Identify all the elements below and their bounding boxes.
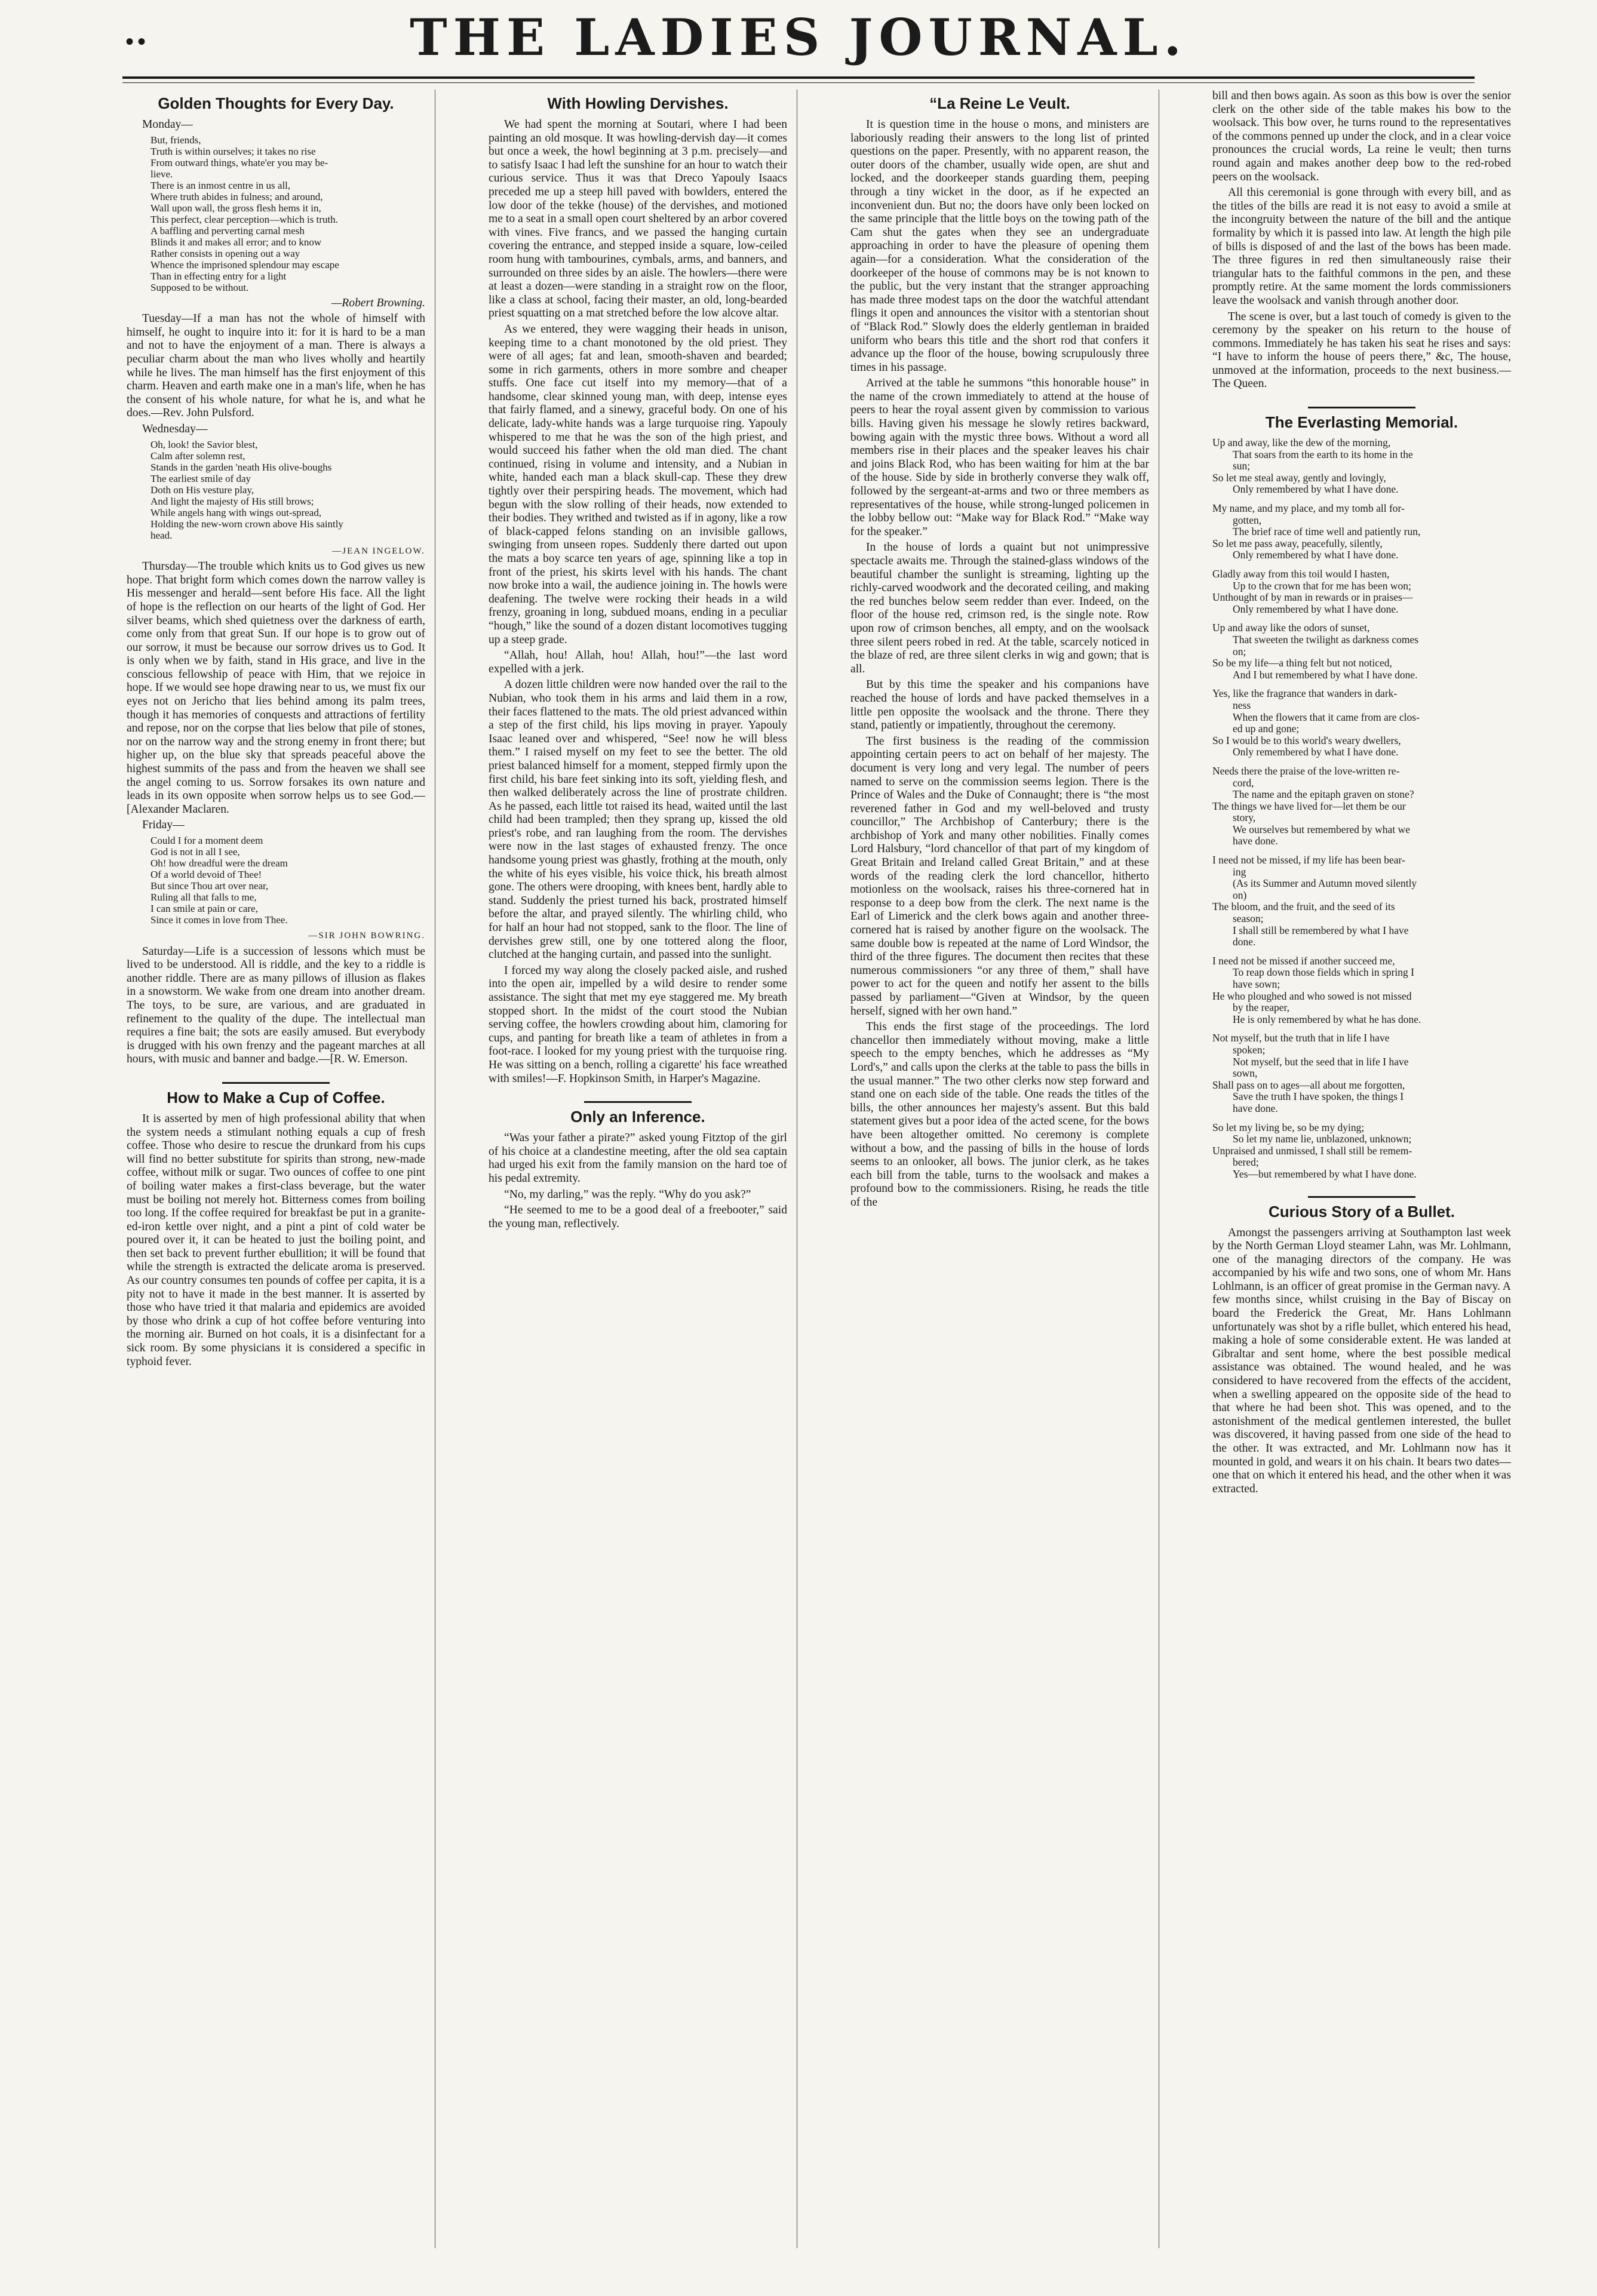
verse-line: Truth is within ourselves; it takes no rise <box>151 145 316 157</box>
verse-line: Wall upon wall, the gross flesh hems it in, <box>151 202 321 214</box>
verse-line: Of a world devoid of Thee! <box>151 869 262 880</box>
poem-stanza <box>1212 766 1511 847</box>
attribution-ingelow: —JEAN INGELOW. <box>332 546 425 556</box>
poem-line: The things we have lived for—let them be our <box>1212 800 1406 812</box>
verse-line: God is not in all I see, <box>151 846 240 857</box>
poem-line: (As its Summer and Autumn moved silently <box>1233 877 1417 890</box>
poem-line: So let me pass away, peacefully, silently, <box>1212 537 1383 549</box>
poem-line: We ourselves but remembered by what we <box>1233 823 1410 835</box>
verse-line: Doth on His vesture play, <box>151 484 254 496</box>
verse-line: lieve. <box>151 168 173 180</box>
verse-line: Calm after solemn rest, <box>151 450 245 462</box>
poem-line: He is only remembered by what he has done. <box>1233 1013 1421 1025</box>
paragraph: Arrived at the table he summons “this honorable house” in the name of the crown immediately to attend at the house of peers to hear the royal assent given by commission to various bills. Having given his message he slowly retires backward, bowing again with the mystic three bows. Without a word all members rise in their places and the speaker leaves his chair and joins Black Rod, who has been waiting for him at the bar of the house. Side by side in brotherly converse they walk off, followed by the sergeant-at-arms and two or three members as representatives of the house, while strong-lunged policemen in the lobby bellow out: “Make way for Black Rod.” “Make way for the speaker.” <box>850 377 1149 538</box>
poem-line: ed up and gone; <box>1233 723 1300 735</box>
verse-line: While angels hang with wings out-spread, <box>151 506 322 518</box>
column-1 <box>127 90 425 2296</box>
verse-line: From outward things, whate'er you may be- <box>151 156 328 168</box>
poem-stanza <box>1212 688 1511 758</box>
poem-memorial <box>1212 437 1511 1180</box>
poem-line: Unthought of by man in rewards or in praises— <box>1212 591 1413 604</box>
verse-line: This perfect, clear perception—which is truth. <box>151 213 338 225</box>
poem-line: Yes, like the fragrance that wanders in dark- <box>1212 687 1398 700</box>
verse-monday <box>151 134 425 293</box>
paragraph: It is question time in the house o mons, and ministers are laboriously reading their answers to the long list of printed questions on the paper. Presently, with no apparent reason, the outer doors of the chamber, usually wide open, are shut and locked, and the doorkeeper stands guarding them, peeping through a tiny wicket in the door, as if he expected an inconvenient dun. But no; the doors have only been locked on the same principle that the little boys on the towing path of the Cam shut the gates when they see an undergraduate approaching in order to have the pleasure of opening them again—for a consideration. What the consideration of the doorkeeper of the house of commons may be is not known to the public, but the very instant that the stranger approaching has made three modest taps on the door the watchful attendant flings it open and announces the visitor with a stentorian shout of “Black Rod.” Slowly does the elderly gentleman in braided uniform who bears this title and the short rod that confers it advance up the floor of the house, bowing scrupulously three times in his passage. <box>850 118 1149 374</box>
poem-line: So let my name lie, unblazoned, unknown; <box>1233 1133 1412 1145</box>
poem-line: Save the truth I have spoken, the things I <box>1233 1090 1404 1103</box>
attribution-bowring: —SIR JOHN BOWRING. <box>308 931 425 940</box>
verse-line: The earliest smile of day <box>151 472 251 484</box>
paragraph: All this ceremonial is gone through with every bill, and as the titles of the bills are read it is not easy to avoid a smile at the incongruity between the nature of the bill and the antique formality by which it is passed into law. At length the high pile of bills is disposed of and the last of the bows has been made. The three figures in red then simultaneously raise their triangular hats to the faithful commons in the pen, and these promptly retire. At the same moment the lords commissioners leave the woolsack and vanish through another door. <box>1212 186 1511 307</box>
day-label-wednesday: Wednesday— <box>142 422 208 435</box>
poem-stanza <box>1212 1122 1511 1181</box>
poem-stanza <box>1212 622 1511 681</box>
verse-line: But, friends, <box>151 134 201 146</box>
section-separator <box>222 1082 330 1084</box>
poem-line: story, <box>1233 812 1256 824</box>
poem-stanza <box>1212 855 1511 948</box>
masthead-rule-thin <box>122 82 1475 83</box>
poem-line: Up and away, like the dew of the morning, <box>1212 437 1391 449</box>
verse-line: Since it comes in love from Thee. <box>151 914 288 926</box>
poem-line: That sweeten the twilight as darkness comes <box>1233 633 1419 646</box>
poem-stanza <box>1212 1032 1511 1114</box>
verse-line: Than in effecting entry for a light <box>151 270 287 282</box>
poem-line: done. <box>1233 936 1256 948</box>
verse-line: There is an inmost centre in us all, <box>151 179 291 191</box>
poem-stanza <box>1212 568 1511 615</box>
verse-line: Oh, look! the Savior blest, <box>151 438 258 450</box>
attribution-browning: —Robert Browning. <box>331 296 425 309</box>
poem-line: Up to the crown that for me has been won; <box>1233 579 1411 592</box>
poem-line: Gladly away from this toil would I hasten, <box>1212 568 1390 580</box>
verse-line: Where truth abides in fulness; and around, <box>151 190 323 202</box>
poem-line: have done. <box>1233 835 1278 847</box>
verse-line: Ruling all that falls to me, <box>151 892 257 903</box>
poem-line: So let my living be, so be my dying; <box>1212 1121 1365 1133</box>
paragraph-bullet: Amongst the passengers arriving at Southampton last week by the North German Lloyd steamer Lahn, was Mr. Lohlmann, one of the managing directors of the company. He was accompanied by his wife and two sons, one of whom Mr. Hans Lohlmann, is an officer of great promise in the German navy. A few months since, whilst cruising in the Bay of Biscay on board the Frederick the Great, Mr. Hans Lohlmann unfortunately was shot by a rifle bullet, which entered his head, making a hole of some considerable extent. He was landed at Gibraltar and sent home, where the best possible medical assistance was obtained. The wound healed, and he was considered to have recovered from the effects of the accident, when a swelling appeared on the opposite side of the head to that where he had been shot. This was opened, and to the astonishment of the medical gentlemen interested, the bullet was discovered, it having passed from one side of the head to the other. It was extracted, and Mr. Lohlmann now has it mounted in gold, and wears it on his chain. It bears two dates—one that on which it entered his head, and the other when it was extracted. <box>1212 1226 1511 1495</box>
column-4 <box>1212 90 1511 2296</box>
poem-stanza <box>1212 437 1511 496</box>
article-title-dervishes: With Howling Dervishes. <box>547 94 729 112</box>
article-title-inference: Only an Inference. <box>570 1108 705 1126</box>
paragraph: “He seemed to me to be a good deal of a freebooter,” said the young man, reflectively. <box>489 1204 787 1230</box>
poem-line: gotten, <box>1233 514 1262 526</box>
column-2 <box>489 90 787 2296</box>
paragraph: In the house of lords a quaint but not unimpressive spectacle awaits me. Through the stained-glass windows of the beautiful chamber the sunlight is streaming, lighting up the richly-carved woodwork and the decorated ceiling, and making the red bunches below seem redder than ever. Indeed, on the floor of the house red, crimson red, is the single note. Row upon row of crimson benches, all empty, and on the woolsack three silent peers robed in red. At the table, scarcely noticed in the blaze of red, are three silent clerks in wig and gown; that is all. <box>850 541 1149 675</box>
poem-line: Only remembered by what I have done. <box>1233 746 1399 758</box>
verse-line: Stands in the garden 'neath His olive-boughs <box>151 461 332 473</box>
poem-line: The brief race of time well and patiently run, <box>1233 525 1421 538</box>
verse-line: Supposed to be without. <box>151 281 249 293</box>
poem-stanza <box>1212 503 1511 561</box>
page-mark: •• <box>125 28 150 55</box>
verse-line: A baffling and perverting carnal mesh <box>151 225 305 236</box>
article-title-memorial: The Everlasting Memorial. <box>1265 413 1458 432</box>
day-label-friday: Friday— <box>142 819 185 832</box>
paragraph: “Was your father a pirate?” asked young Fitztop of the girl of his choice at a clandestine meeting, after the old sea captain had urged his exit from the family mansion on the hard toe of his pedal extremity. <box>489 1132 787 1185</box>
poem-line: The name and the epitaph graven on stone? <box>1233 788 1414 801</box>
paragraph-saturday: Saturday—Life is a succession of lessons which must be lived to be understood. All is riddle, and the key to a riddle is another riddle. There are as many pillows of illusion as flakes in a snowstorm. We wake from one dream into another dream. The toys, to be sure, are various, and are graduated in refinement to the quality of the dupe. The intellectual man requires a fine bait; the sots are easily amused. But everybody is drugged with his own frenzy and the pageant marches at all hours, with music and banner and badge.—[R. W. Emerson. <box>127 945 425 1066</box>
verse-line: Holding the new-worn crown above His saintly <box>151 518 343 530</box>
poem-line: To reap down those fields which in spring I <box>1233 966 1414 979</box>
poem-line: have sown; <box>1233 978 1280 990</box>
poem-line: Only remembered by what I have done. <box>1233 603 1399 615</box>
poem-line: I need not be missed if another succeed me, <box>1212 954 1395 967</box>
paragraph: “Allah, hou! Allah, hou! Allah, hou!”—the last word expelled with a jerk. <box>489 649 787 675</box>
poem-stanza <box>1212 955 1511 1026</box>
poem-line: sown, <box>1233 1067 1258 1080</box>
day-label-monday: Monday— <box>142 118 193 131</box>
article-title-golden-thoughts: Golden Thoughts for Every Day. <box>158 94 394 112</box>
verse-line: Could I for a moment deem <box>151 835 263 846</box>
poem-line: My name, and my place, and my tomb all for- <box>1212 502 1405 515</box>
paragraph-coffee: It is asserted by men of high professional ability that when the system needs a stimulant nothing equals a cup of fresh coffee. Those who desire to rescue the drunkard from his cups will find no better substitute for spirits than strong, new-made coffee, without milk or sugar. Two ounces of coffee to one pint of boiling water makes a first-class beverage, but the water must be boiling not merely hot. Bitterness comes from boiling too long. If the coffee required for breakfast be put in a granite-ed-iron kettle over night, and a pint a pint of cold water be poured over it, it can be heated to just the boiling point, and then set back to prevent further ebullition; it will be found that while the strength is extracted the delicate aroma is preserved. As our country consumes ten pounds of coffee per capita, it is a pity not to have it made in the best manner. It is asserted by those who have tried it that malaria and epidemics are avoided by those who drink a cup of hot coffee before venturing into the morning air. Burned on hot coals, it is a disinfectant for a sick room. By some physicians it is considered a specific in typhoid fever. <box>127 1112 425 1368</box>
poem-line: When the flowers that it came from are clos- <box>1233 711 1420 723</box>
poem-line: Not myself, but the truth that in life I have <box>1212 1032 1390 1044</box>
poem-line: Not myself, but the seed that in life I have <box>1233 1055 1409 1068</box>
poem-line: So I would be to this world's weary dwellers, <box>1212 734 1401 746</box>
poem-line: ing <box>1233 865 1246 878</box>
poem-line: That soars from the earth to its home in the <box>1233 448 1413 460</box>
verse-line: Rather consists in opening out a way <box>151 247 300 259</box>
poem-line: And I but remembered by what I have done. <box>1233 668 1418 681</box>
verse-line: Blinds it and makes all error; and to know <box>151 236 322 248</box>
paragraph: This ends the first stage of the proceedings. The lord chancellor then immediately without moving, make a little speech to the empty benches, which he addresses as “My Lord's,” and calls upon the clerks at the table to pass the bills in the usual manner.” The two other clerks now step forward and stand one on each side of the table. One reads the titles of the bills, the other announces her majesty's assent. But this bald statement gives but a poor idea of the acted scene, for the bows have been altogether omitted. No ceremony is complete without a bow, and the passing of bills in the house of lords seems to an onlooker, all bows. The junior clerk, as he takes each bill from the table, turns to the woolsack and makes a profound bow to the commissioners. Rising, he reads the title of the <box>850 1021 1149 1209</box>
poem-line: bered; <box>1233 1156 1259 1169</box>
poem-line: on; <box>1233 645 1246 657</box>
poem-line: season; <box>1233 912 1264 925</box>
section-separator <box>584 1101 692 1103</box>
paragraph: But by this time the speaker and his companions have reached the house of lords and have packed themselves in a little pen opposite the woolsack and the throne. There they stand, patiently or impatiently, throughout the ceremony. <box>850 678 1149 732</box>
paragraph: A dozen little children were now handed over the rail to the Nubian, who took them in his arms and laid them in a row, their faces flattened to the mats. The old priest advanced within a step of the first child, his lips moving in prayer. Yapouly Isaac leaned over and whispered, “See! now he will bless them.” I raised myself on my feet to see the better. The old priest balanced himself for a moment, stepped firmly upon the first child, his bare feet sinking into its soft, yielding flesh, and then walked deliberately across the line of prostrate children. As he passed, each little tot raised its head, waited until the last child had been trampled; then they sprang up, kissed the old priest's robe, and ran laughing from the room. The dervishes were now in the last stages of exhausted frenzy. The once handsome young priest was ghastly, frothing at the mouth, only the white of his eyes visible, his voice thick, his breath almost gone. The others were drooping, with knees bent, hardly able to stand. Suddenly the priest turned his back, prostrated himself before the altar, and prayed silently. The whirling child, who for half an hour had not stopped, sank to the floor. The line of dervishes grew still, one by one tottered along the floor, clutched at the hanging curtain, and passed into the sunlight. <box>489 678 787 961</box>
poem-line: Yes—but remembered by what I have done. <box>1233 1167 1417 1180</box>
article-title-coffee: How to Make a Cup of Coffee. <box>167 1088 385 1106</box>
poem-line: Only remembered by what I have done. <box>1233 549 1399 561</box>
poem-line: cord, <box>1233 776 1254 789</box>
poem-line: Shall pass on to ages—all about me forgotten, <box>1212 1078 1405 1091</box>
poem-line: Needs there the praise of the love-written re- <box>1212 764 1400 777</box>
poem-line: sun; <box>1233 460 1251 472</box>
paragraph: The first business is the reading of the commission appointing certain peers to act on behalf of her majesty. The document is very long and very legal. The number of peers named to serve on the commission seems legion. There is the Prince of Wales and the Duke of Connaught; there is “the most reverened father in God and my well-beloved and trusty councillor,” The Archbishop of Canterbury; there is the archbishop of York and many other nobilities. Finally comes Lord Halsbury, “lord chancellor of that part of my kingdom of Great Britain and Ireland called Great Britain,” and at these words of the reading clerk the lord chancellor, hitherto motionless on the woolsack, raises his three-cornered hat in response to a deep bow from the clerk. The next name is the Earl of Limerick and the clerk bows again and another three-cornered hat is raised by another figure on the woolsack. The same double bow is repeated at the name of Lord Windsor, the third of the three figures. The document then recites that these numerous commissioners “or any three of them,” shall have power to act for the queen and notify her assent to the bills passed by parliament—“Given at Windsor, by the queen herself, signed with her own hand.” <box>850 734 1149 1018</box>
verse-line: Whence the imprisoned splendour may escape <box>151 259 339 271</box>
paragraph: bill and then bows again. As soon as this bow is over the senior clerk on the other side of the table makes his bow to the woolsack. This bow over, he turns round to the representatives of the commons penned up under the clock, and in a clear voice pronounces the crucial words, La reine le veult; then turns round again and makes another deep bow to the red-robed peers on the woolsack. <box>1212 90 1511 183</box>
verse-line: Oh! how dreadful were the dream <box>151 857 288 869</box>
paragraph: I forced my way along the closely packed aisle, and rushed into the open air, impelled by a wild desire to render some assistance. The sight that met my eye staggered me. My breath stopped short. In the midst of the court stood the Nubian serving coffee, the howlers crowding about him, clamoring for cups, and panting for breath like a team of athletes in from a foot-race. I looked for my young priest with the turquoise ring. He was sitting on a bench, rolling a cigarette' his face wreathed with smiles!—F. Hopkinson Smith, in Harper's Magazine. <box>489 964 787 1085</box>
column-3 <box>850 90 1149 2296</box>
section-separator <box>1308 1196 1415 1198</box>
verse-wednesday <box>151 439 425 541</box>
masthead-rule <box>122 76 1475 79</box>
newspaper-title: THE LADIES JOURNAL. <box>410 8 1187 67</box>
poem-line: I need not be missed, if my life has been bear- <box>1212 854 1405 866</box>
article-title-bullet: Curious Story of a Bullet. <box>1268 1202 1455 1221</box>
poem-line: Only remembered by what I have done. <box>1233 483 1399 496</box>
poem-line: on) <box>1233 889 1247 901</box>
poem-line: by the reaper, <box>1233 1001 1290 1014</box>
paragraph-thursday: Thursday—The trouble which knits us to God gives us new hope. That bright form which comes down the narrow valley is His messenger and herald—sent before His face. All the light of hope is the reflection on our hearts of the light of God. Her silver beams, which shed quietness over the darkness of earth, come only from that great Sun. If our hope is to grow out of our sorrow, it must be because our sorrow drives us to God. It is only when we by faith, stand in His grace, and live in the conscious fellowship of peace with Him, that we rejoice in hope. If we would see hope drawing near to us, we must fix our eyes not on Jericho that lies behind among its palm trees, though it has memories of conquests and attractions of fertility and repose, nor on the corpse that lies below that pile of stones, nor on the narrow way and the strong enemy in front there; but higher up, on the blue sky that spreads peaceful above the highest summits of the pass and from the heaven we shall see the angel coming to us. Sorrow forsakes its own nature and leads in its own opposite when sorrow helps us to see God.—[Alexander Maclaren. <box>127 560 425 816</box>
poem-line: spoken; <box>1233 1043 1266 1056</box>
poem-line: So be my life—a thing felt but not noticed, <box>1212 657 1392 669</box>
paragraph: “No, my darling,” was the reply. “Why do you ask?” <box>504 1188 751 1201</box>
poem-line: He who ploughed and who sowed is not missed <box>1212 989 1412 1002</box>
section-separator <box>1308 407 1415 408</box>
paragraph: We had spent the morning at Soutari, where I had been painting an old mosque. It was howling-dervish day—it comes but once a week, the howl beginning at 3 p.m. precisely—and to satisfy Isaac I had left the sunshine for an hour to watch their curious service. Thus it was that Dreco Yapouly Isaacs preceded me up a steep hill paved with bowlders, entered the low door of the tekke (house) of the dervishes, and motioned me to a seat in a small open court sheltered by an arbor covered with vines. Five francs, and we passed the hanging curtain covering the entrance, and stepped inside a square, low-ceiled room hung with tambourines, cymbals, arms, and banners, and surrounded on three sides by an aisle. The howlers—there were at least a dozen—were standing in a straight row on the floor, like a class at school, facing their master, an old, long-bearded priest squatting on a mat stretched before the low alcove altar. <box>489 118 787 320</box>
verse-line: But since Thou art over near, <box>151 880 269 892</box>
poem-line: So let me steal away, gently and lovingly, <box>1212 471 1386 484</box>
paragraph-tuesday: Tuesday—If a man has not the whole of himself with himself, he ought to inquire into it: for it is hard to be a man and not to have the enjoyment of a man. There is always a peculiar charm about the man who lives wholly and heartily while he lives. The man himself has the first enjoyment of this charm. Heaven and earth make one in a man's life, when he has the consent of his whole nature, for what he is, and what he does.—Rev. John Pulsford. <box>127 312 425 420</box>
poem-line: I shall still be remembered by what I have <box>1233 924 1409 936</box>
poem-line: Up and away like the odors of sunset, <box>1212 622 1370 634</box>
paragraph: The scene is over, but a last touch of comedy is given to the ceremony by the speaker on his return to the house of commons. Immediately he has taken his seat he rises and says: “I have to inform the house of peers there,” &c, The house, unmoved at the information, proceeds to the next business.—The Queen. <box>1212 310 1511 391</box>
poem-line: have done. <box>1233 1102 1278 1114</box>
verse-line: head. <box>151 529 173 541</box>
verse-friday <box>151 835 425 926</box>
paragraph: As we entered, they were wagging their heads in unison, keeping time to a chant monotoned by the old priest. They were of all ages; fat and lean, smooth-shaven and bearded; some in rich garments, others in more sombre and cheaper stuffs. One face cut itself into my memory—that of a handsome, clear skinned young man, with deep, intense eyes that fairly flamed, and a sinewy, graceful body. On one of his delicate, lady-white hands was a large turquoise ring. Yapouly whispered to me that he was the son of the high priest, and would succeed his father when the old man died. The chant continued, rising in volume and intensity, and a Nubian in white, handed each man a black skull-cap. These they drew tightly over their perspiring heads. The movement, which had begun with the slow rolling of their heads, now extended to their bodies. They writhed and twisted as if in agony, like a row of black-capped felons standing on an invisible gallows, swinging from unseen ropes. Suddenly there darted out upon the mats a boy scarce ten years of age, spinning like a top in front of the priest, his skirts level with his hands. The chant now broke into a wail, the audience joining in. The howls were deafening. The twelve were rocking their heads in a wild frenzy, groaning in long, subdued moans, ending in a peculiar “hough,” like the sound of a dozen distant locomotives tugging up a steep grade. <box>489 322 787 646</box>
article-title-reine: “La Reine Le Veult. <box>929 94 1070 112</box>
verse-line: I can smile at pain or care, <box>151 903 258 914</box>
poem-line: ness <box>1233 699 1251 711</box>
poem-line: The bloom, and the fruit, and the seed of its <box>1212 900 1395 913</box>
poem-line: Unpraised and unmissed, I shall still be remem- <box>1212 1144 1412 1157</box>
masthead <box>0 5 1597 70</box>
verse-line: And light the majesty of His still brows; <box>151 495 314 507</box>
